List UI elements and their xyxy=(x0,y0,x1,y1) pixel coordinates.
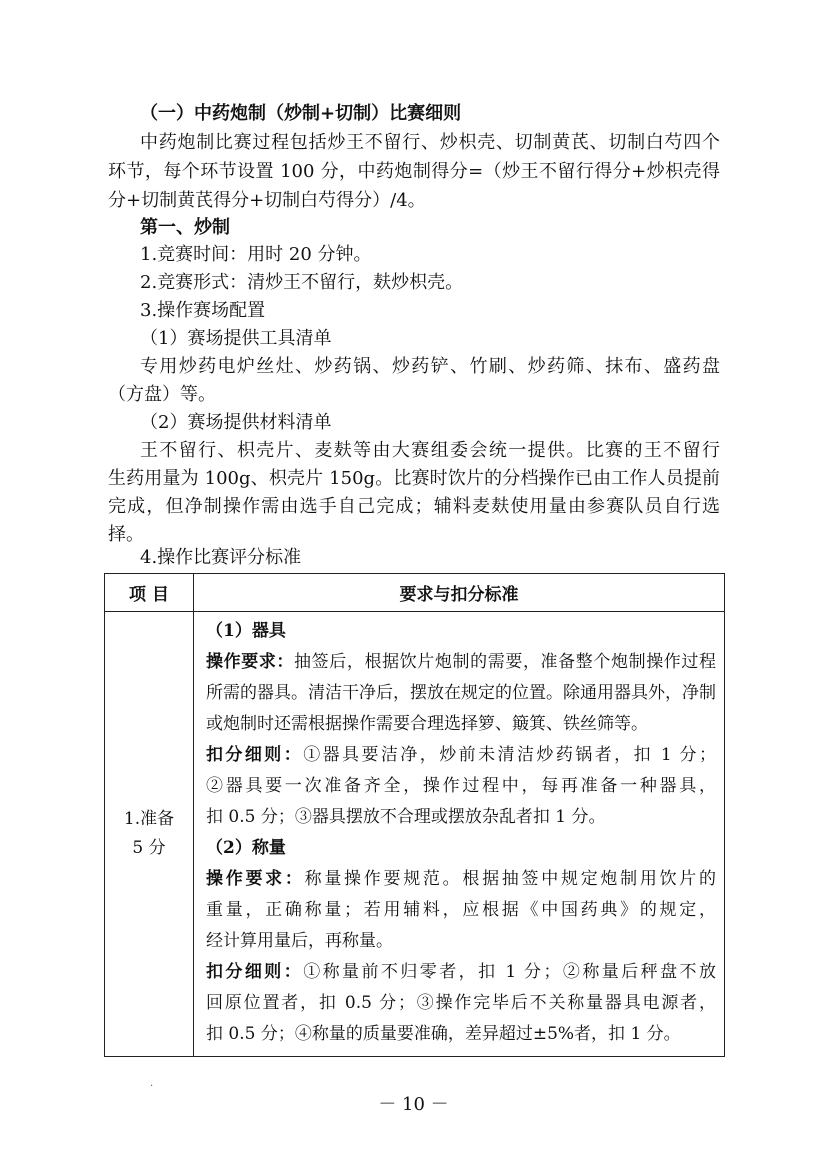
materials-title: （2）赛场提供材料清单 xyxy=(140,412,332,433)
block-1-req-line-3: 或炮制时还需根据操作需要合理选择箩、簸箕、铁丝筛等。 xyxy=(206,714,648,734)
table-header-row xyxy=(105,574,725,612)
block-1-req-line-2: 所需的器具。清洁干净后，摆放在规定的位置。除通用器具外，净制 xyxy=(206,683,716,703)
block-1-deduct-line-2: ②器具要一次准备齐全，操作过程中，每再准备一种器具， xyxy=(206,776,716,796)
materials-line-2: 生药用量为 100g、枳壳片 150g。比赛时饮片的分档操作已由工作人员提前 xyxy=(108,468,720,489)
header-item: 项 目 xyxy=(105,574,194,612)
page-number: － 10 － xyxy=(378,1094,449,1115)
materials-line-3: 完成，但净制操作需由选手自己完成；辅料麦麸使用量由参赛队员自行选 xyxy=(108,496,720,517)
block-2-deduct-text-1: ①称量前不归零者，扣 1 分；②称量后秤盘不放 xyxy=(303,962,716,982)
item-tools-title: （1）赛场提供工具清单 xyxy=(140,328,332,349)
block-2-deduct-line-1 xyxy=(206,957,716,988)
block-2-deduct-label: 扣分细则： xyxy=(206,962,304,982)
block-1-subtitle: （1）器具 xyxy=(206,621,286,641)
item-venue: 3.操作赛场配置 xyxy=(140,300,266,321)
block-1-req-line-1 xyxy=(206,647,716,678)
block-1-req-text-1: 抽签后，根据饮片炮制的需要，准备整个炮制操作过程 xyxy=(294,652,717,672)
block-2-req-label: 操作要求： xyxy=(206,869,305,889)
item-label-line-1: 1.准备 xyxy=(123,809,175,829)
table-row xyxy=(105,612,725,1057)
block-2-req-text-1: 称量操作要规范。根据抽签中规定炮制用饮片的 xyxy=(304,869,717,889)
block-2-req-line-3: 经计算用量后，再称量。 xyxy=(206,931,393,951)
materials-line-1: 王不留行、枳壳片、麦麸等由大赛组委会统一提供。比赛的王不留行 xyxy=(140,440,720,461)
item-label-line-2: 5 分 xyxy=(132,838,166,858)
header-requirements: 要求与扣分标准 xyxy=(194,574,725,612)
scoring-table xyxy=(104,573,725,1057)
block-1-deduct-line-3: 扣 0.5 分；③器具摆放不合理或摆放杂乱者扣 1 分。 xyxy=(206,807,606,827)
section-title: （一）中药炮制（炒制+切制）比赛细则 xyxy=(140,103,462,124)
tools-line-2: （方盘）等。 xyxy=(108,384,216,405)
item-form: 2.竞赛形式：清炒王不留行，麸炒枳壳。 xyxy=(140,272,464,293)
materials-line-4: 择。 xyxy=(108,524,144,545)
footer-dot: . xyxy=(150,1078,154,1089)
part-title: 第一、炒制 xyxy=(140,217,230,238)
block-2-deduct-line-3: 扣 0.5 分；④称量的质量要准确，差异超过±5%者，扣 1 分。 xyxy=(206,1024,681,1044)
requirements-cell xyxy=(194,612,725,1057)
intro-line-2: 环节，每个环节设置 100 分，中药炮制得分=（炒王不留行得分+炒枳壳得 xyxy=(108,161,720,182)
item-time: 1.竞赛时间：用时 20 分钟。 xyxy=(140,244,372,265)
block-2-req-line-1 xyxy=(206,864,716,895)
block-2-subtitle: （2）称量 xyxy=(206,838,286,858)
block-2-req-line-2: 重量，正确称量；若用辅料，应根据《中国药典》的规定， xyxy=(206,900,716,920)
tools-line-1: 专用炒药电炉丝灶、炒药锅、炒药铲、竹刷、炒药筛、抹布、盛药盘 xyxy=(140,356,720,377)
block-1-deduct-line-1 xyxy=(206,740,716,771)
intro-line-3: 分+切制黄芪得分+切制白芍得分）/4。 xyxy=(108,190,426,211)
block-1-deduct-label: 扣分细则： xyxy=(206,745,304,765)
intro-line-1: 中药炮制比赛过程包括炒王不留行、炒枳壳、切制黄芪、切制白芍四个 xyxy=(140,132,720,153)
item-cell xyxy=(105,612,194,1057)
block-2-deduct-line-2: 回原位置者，扣 0.5 分；③操作完毕后不关称量器具电源者， xyxy=(206,993,716,1013)
block-1-deduct-text-1: ①器具要洁净，炒前未清洁炒药锅者，扣 1 分； xyxy=(303,745,716,765)
scoring-title: 4.操作比赛评分标准 xyxy=(140,547,302,568)
block-1-req-label: 操作要求： xyxy=(206,652,295,672)
